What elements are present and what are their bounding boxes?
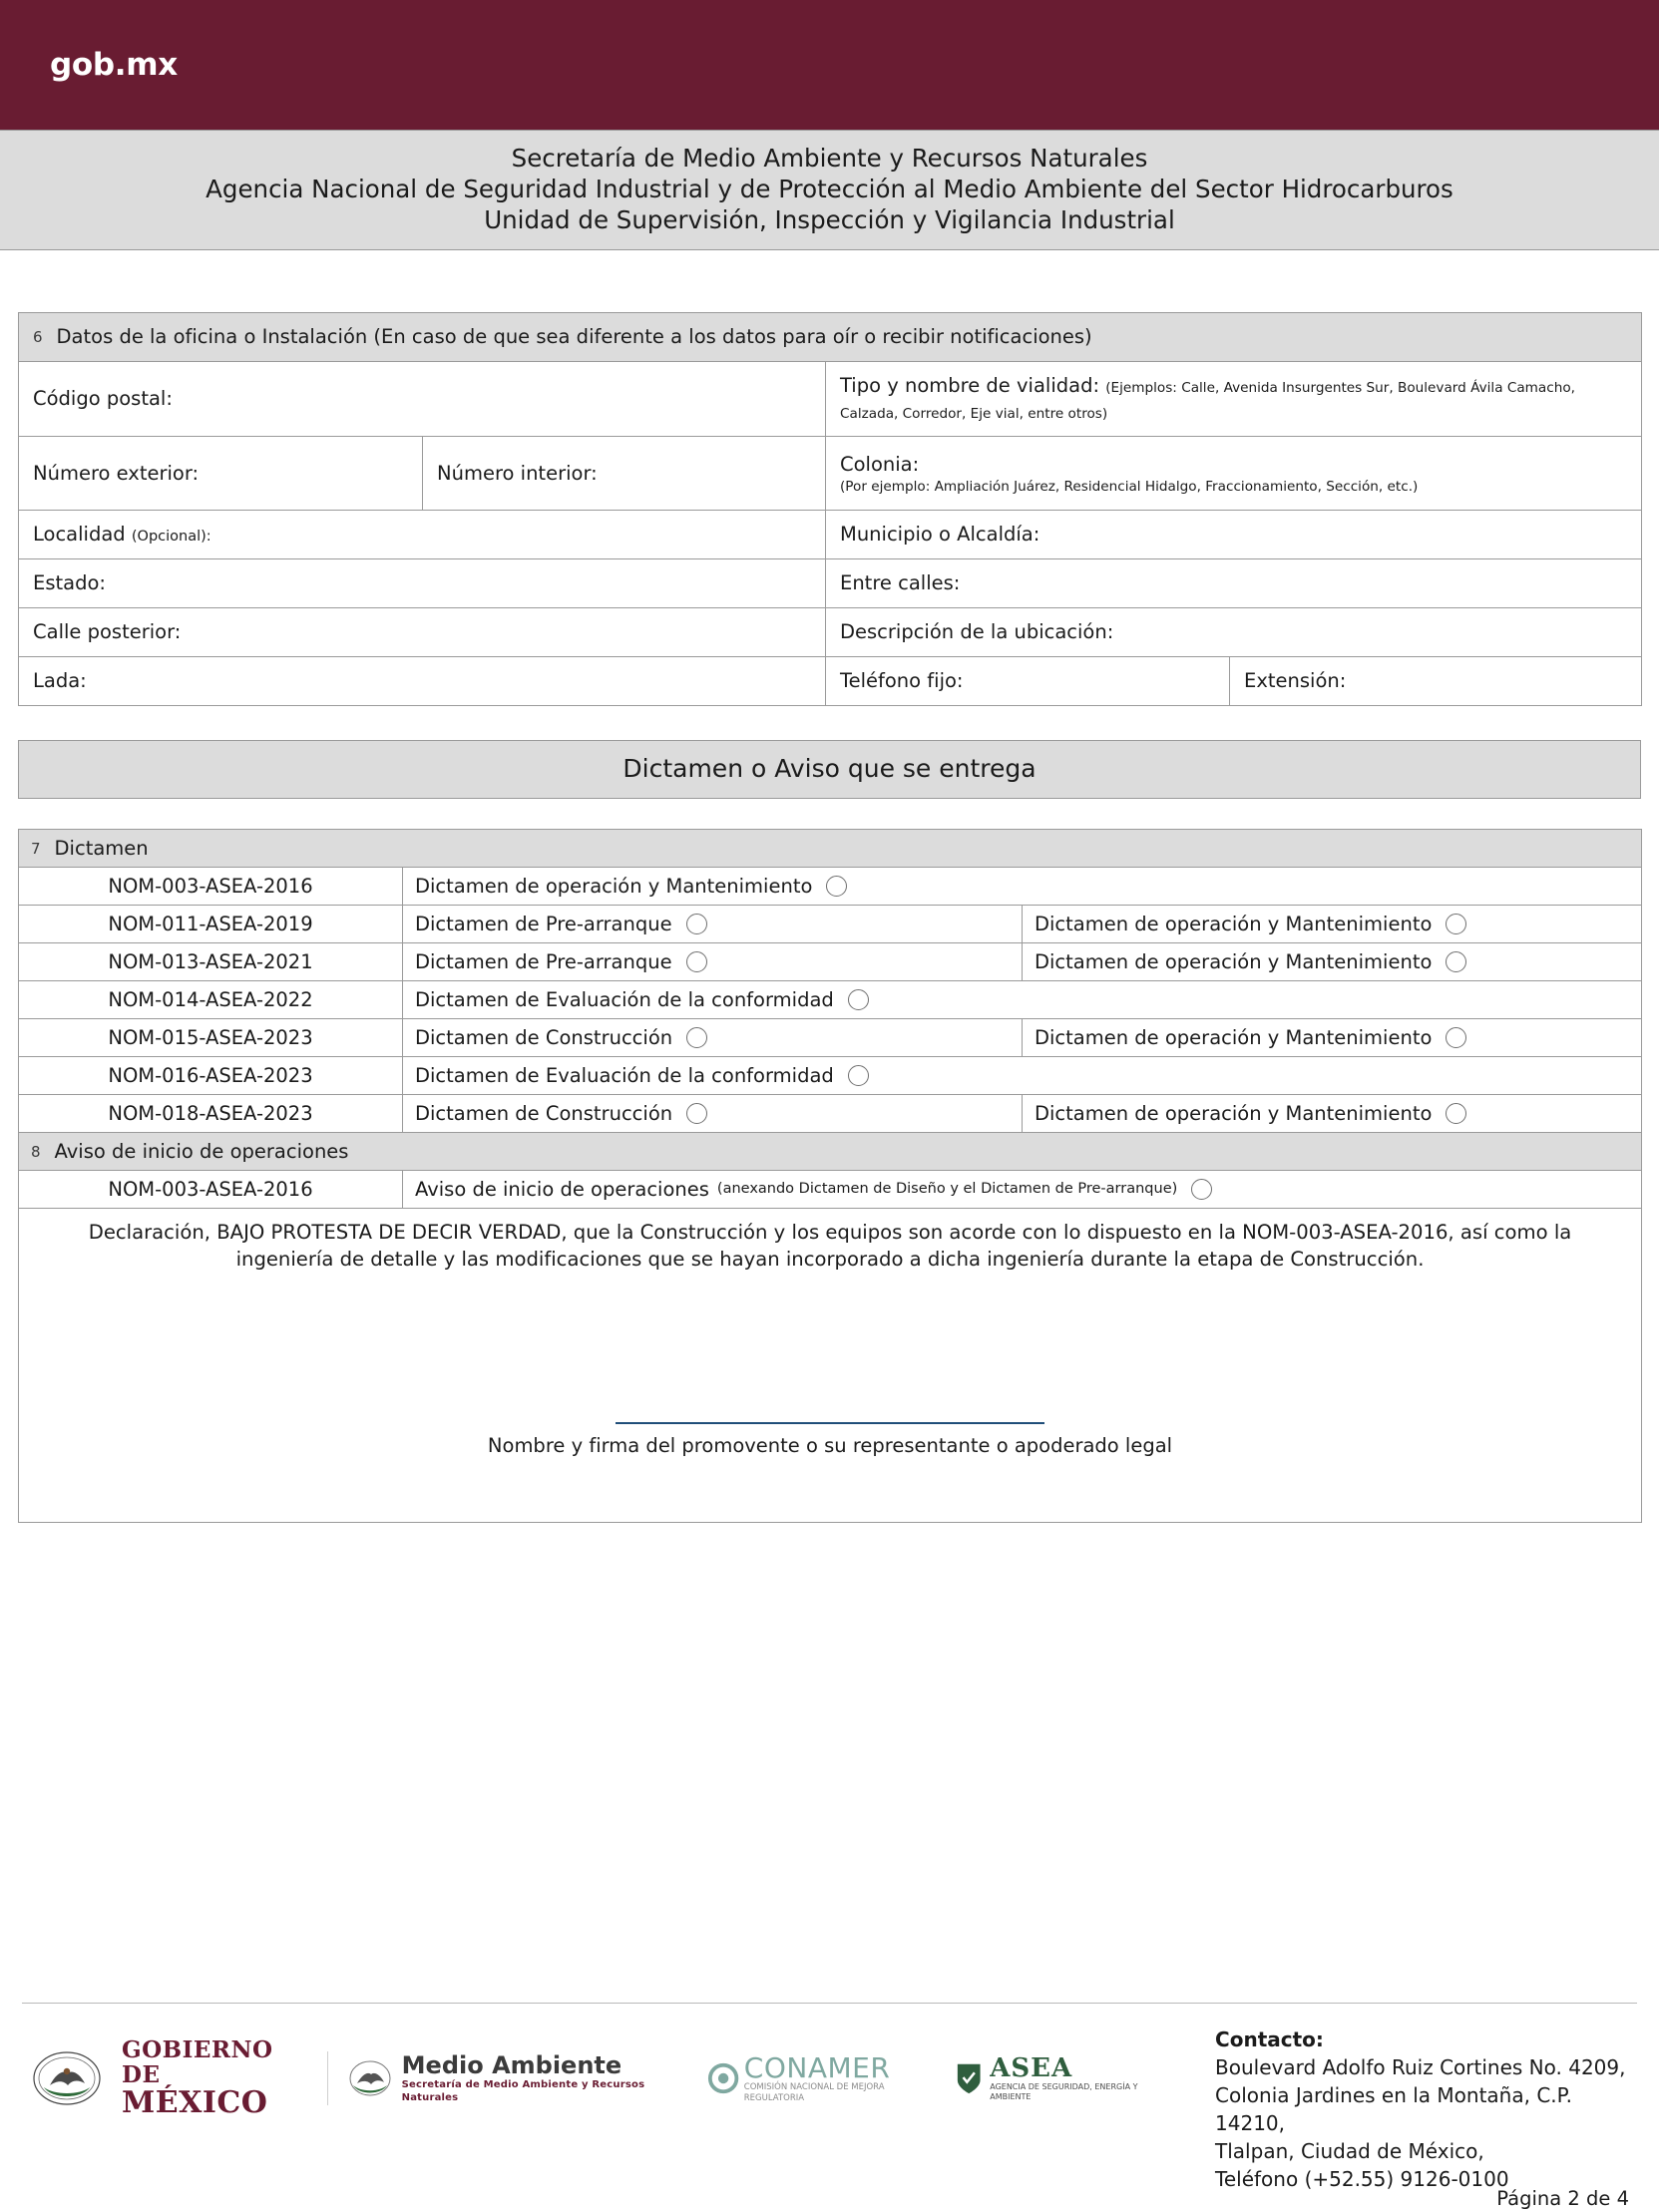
spacer-above-section6 (0, 250, 1659, 312)
aviso-option-hint: (anexando Dictamen de Diseño y el Dictamen de Pre-arranque) (716, 1181, 1178, 1197)
dictamen-option-right-label: Dictamen de operación y Mantenimiento (1035, 950, 1433, 973)
asea-line-1: ASEA (990, 2052, 1073, 2083)
radio-icon[interactable] (848, 989, 869, 1010)
label-codigo-postal: Código postal: (33, 387, 173, 410)
radio-icon[interactable] (826, 876, 847, 897)
radio-icon[interactable] (686, 914, 707, 934)
mexican-coat-of-arms-icon (30, 2049, 104, 2107)
section-8-heading-text: Aviso de inicio de operaciones (54, 1140, 349, 1163)
page-footer (0, 2003, 1659, 2210)
radio-icon[interactable] (1191, 1179, 1212, 1200)
semarnat-seal-icon (346, 2057, 393, 2099)
asea-shield-icon (955, 2060, 983, 2096)
radio-icon[interactable] (686, 1027, 707, 1048)
nom-label: NOM-013-ASEA-2021 (19, 943, 403, 981)
contact-line-4: Teléfono (+52.55) 9126-0100 (1215, 2167, 1509, 2191)
dictamen-row (19, 1057, 1642, 1095)
nom-label: NOM-015-ASEA-2023 (19, 1019, 403, 1057)
dictamen-row (19, 868, 1642, 906)
label-municipio: Municipio o Alcaldía: (840, 523, 1040, 546)
section-6 (18, 312, 1641, 706)
aviso-row (19, 1171, 1642, 1209)
radio-icon[interactable] (1446, 914, 1466, 934)
label-descripcion-ubicacion: Descripción de la ubicación: (840, 620, 1114, 643)
medio-ambiente-wordmark (402, 2052, 689, 2104)
dictamen-option-left-label: Dictamen de Evaluación de la conformidad (415, 988, 834, 1011)
section-6-heading (19, 313, 1642, 362)
contact-line-1: Boulevard Adolfo Ruiz Cortines No. 4209, (1215, 2055, 1626, 2079)
radio-icon[interactable] (1446, 1027, 1466, 1048)
medio-ambiente-line-1: Medio Ambiente (401, 2051, 622, 2079)
section-7-number: 7 (31, 840, 41, 858)
nom-label: NOM-018-ASEA-2023 (19, 1095, 403, 1133)
gobmx-header-band (0, 0, 1659, 130)
nom-label: NOM-016-ASEA-2023 (19, 1057, 403, 1095)
radio-icon[interactable] (1446, 951, 1466, 972)
conamer-line-1: CONAMER (743, 2050, 891, 2084)
dictamen-row (19, 943, 1642, 981)
field-numero-exterior[interactable] (19, 437, 423, 511)
aviso-option-label: Aviso de inicio de operaciones (415, 1178, 709, 1201)
label-extension: Extensión: (1244, 669, 1347, 692)
label-colonia: Colonia: (840, 452, 920, 476)
contact-title: Contacto: (1215, 2028, 1324, 2051)
medio-ambiente-line-2: Secretaría de Medio Ambiente y Recursos Naturales (401, 2079, 645, 2103)
asea-line-2: AGENCIA DE SEGURIDAD, ENERGÍA Y AMBIENTE (990, 2081, 1138, 2101)
radio-icon[interactable] (848, 1065, 869, 1086)
gobierno-line-1: GOBIERNO DE (122, 2036, 273, 2088)
label-numero-interior: Número interior: (437, 461, 598, 485)
dictamen-option-left[interactable] (403, 1095, 1023, 1133)
dictamen-option-right[interactable] (1023, 906, 1642, 943)
conamer-mark-icon (707, 2061, 739, 2095)
nom-label-aviso: NOM-003-ASEA-2016 (19, 1171, 403, 1209)
field-descripcion-ubicacion[interactable] (826, 608, 1642, 657)
radio-icon[interactable] (686, 951, 707, 972)
field-extension[interactable] (1230, 657, 1642, 706)
dictamen-option-right-label: Dictamen de operación y Mantenimiento (1035, 1026, 1433, 1049)
label-entre-calles: Entre calles: (840, 571, 961, 594)
label-calle-posterior: Calle posterior: (33, 620, 182, 643)
label-lada: Lada: (33, 669, 87, 692)
title-line-2: Agencia Nacional de Seguridad Industrial y de Protección al Medio Ambiente del Sector Hidrocarburos (206, 175, 1453, 203)
dictamen-option-left[interactable] (403, 981, 1642, 1019)
dictamen-option-right[interactable] (1023, 943, 1642, 981)
field-estado[interactable] (19, 559, 826, 608)
dictamen-option-left[interactable] (403, 906, 1023, 943)
dictamen-option-left-label: Dictamen de Pre-arranque (415, 913, 672, 935)
section-7-8 (18, 829, 1641, 1523)
dictamen-option-right[interactable] (1023, 1095, 1642, 1133)
contact-line-2: Colonia Jardines en la Montaña, C.P. 14210, (1215, 2083, 1572, 2135)
field-tipo-vialidad[interactable] (826, 362, 1642, 437)
signature-caption: Nombre y firma del promovente o su representante o apoderado legal (487, 1434, 1173, 1457)
field-numero-interior[interactable] (423, 437, 826, 511)
contact-block (1215, 2022, 1629, 2193)
dictamen-option-left[interactable] (403, 1019, 1023, 1057)
dictamen-option-left-label: Dictamen de Pre-arranque (415, 950, 672, 973)
section-6-number: 6 (33, 328, 43, 346)
section-8-number: 8 (31, 1143, 41, 1161)
field-municipio[interactable] (826, 511, 1642, 559)
dictamen-option-right-label: Dictamen de operación y Mantenimiento (1035, 913, 1433, 935)
section-6-heading-text: Datos de la oficina o Instalación (En caso de que sea diferente a los datos para oír o recibir notificaciones) (56, 325, 1092, 348)
label-tipo-vialidad: Tipo y nombre de vialidad: (840, 374, 1100, 397)
label-telefono-fijo: Teléfono fijo: (840, 669, 964, 692)
field-telefono-fijo[interactable] (826, 657, 1230, 706)
dictamen-option-left[interactable] (403, 943, 1023, 981)
footer-logos (30, 2022, 1171, 2119)
hint-colonia: (Por ejemplo: Ampliación Juárez, Residencial Hidalgo, Fraccionamiento, Sección, etc.) (840, 478, 1419, 495)
hint-tipo-vialidad: (Ejemplos: Calle, Avenida Insurgentes Sur, Boulevard Ávila Camacho, Calzada, Corredor, Eje vial, entre otros) (840, 380, 1575, 422)
aviso-option[interactable] (403, 1171, 1642, 1209)
signature-area[interactable] (19, 1273, 1641, 1522)
field-lada[interactable] (19, 657, 826, 706)
dictamen-row (19, 1095, 1642, 1133)
dictamen-option-left-label: Dictamen de operación y Mantenimiento (415, 875, 813, 898)
section-6-table (18, 312, 1642, 706)
field-localidad[interactable] (19, 511, 826, 559)
dictamen-option-left-label: Dictamen de Evaluación de la conformidad (415, 1064, 834, 1087)
gobierno-line-2: MÉXICO (122, 2085, 268, 2120)
nom-label: NOM-003-ASEA-2016 (19, 868, 403, 906)
nom-label: NOM-014-ASEA-2022 (19, 981, 403, 1019)
label-estado: Estado: (33, 571, 106, 594)
dictamen-row (19, 1019, 1642, 1057)
field-codigo-postal[interactable] (19, 362, 826, 437)
dictamen-option-left-label: Dictamen de Construcción (415, 1102, 673, 1125)
institution-title-band (0, 130, 1659, 250)
title-line-1: Secretaría de Medio Ambiente y Recursos Naturales (511, 144, 1148, 173)
declaracion-cell (19, 1209, 1642, 1523)
conamer-logo (707, 2050, 937, 2104)
radio-icon[interactable] (686, 1103, 707, 1124)
dictamen-banner: Dictamen o Aviso que se entrega (18, 740, 1641, 799)
field-entre-calles[interactable] (826, 559, 1642, 608)
dictamen-row (19, 981, 1642, 1019)
conamer-line-2: COMISIÓN NACIONAL DE MEJORA REGULATORIA (743, 2081, 885, 2103)
section-8-heading (19, 1133, 1642, 1171)
gobierno-de-mexico-wordmark (122, 2037, 309, 2119)
field-calle-posterior[interactable] (19, 608, 826, 657)
title-line-3: Unidad de Supervisión, Inspección y Vigilancia Industrial (484, 205, 1175, 234)
footer-separator-1 (327, 2051, 328, 2105)
declaracion-text: Declaración, BAJO PROTESTA DE DECIR VERDAD, que la Construcción y los equipos son acorde con lo dispuesto en la NOM-003-ASEA-2016, así como la ingeniería de detalle y las modificaciones que se hayan incorporado a dicha ingeniería durante la etapa de Construcción. (88, 1221, 1572, 1271)
dictamen-option-right-label: Dictamen de operación y Mantenimiento (1035, 1102, 1433, 1125)
label-numero-exterior: Número exterior: (33, 461, 200, 485)
contact-line-3: Tlalpan, Ciudad de México, (1215, 2139, 1484, 2163)
asea-logo (955, 2052, 1171, 2102)
dictamen-row (19, 906, 1642, 943)
dictamen-table (18, 829, 1642, 1523)
page-number: Página 2 de 4 (1496, 2187, 1629, 2210)
gobmx-logo: gob.mx (50, 47, 178, 83)
dictamen-option-left[interactable] (403, 868, 1642, 906)
label-localidad-opcional: (Opcional): (131, 529, 211, 545)
section-7-heading (19, 830, 1642, 868)
field-colonia[interactable] (826, 437, 1642, 511)
section-7-heading-text: Dictamen (54, 837, 149, 860)
nom-label: NOM-011-ASEA-2019 (19, 906, 403, 943)
dictamen-option-left-label: Dictamen de Construcción (415, 1026, 673, 1049)
radio-icon[interactable] (1446, 1103, 1466, 1124)
dictamen-option-left[interactable] (403, 1057, 1642, 1095)
dictamen-option-right[interactable] (1023, 1019, 1642, 1057)
label-localidad: Localidad (33, 523, 126, 546)
